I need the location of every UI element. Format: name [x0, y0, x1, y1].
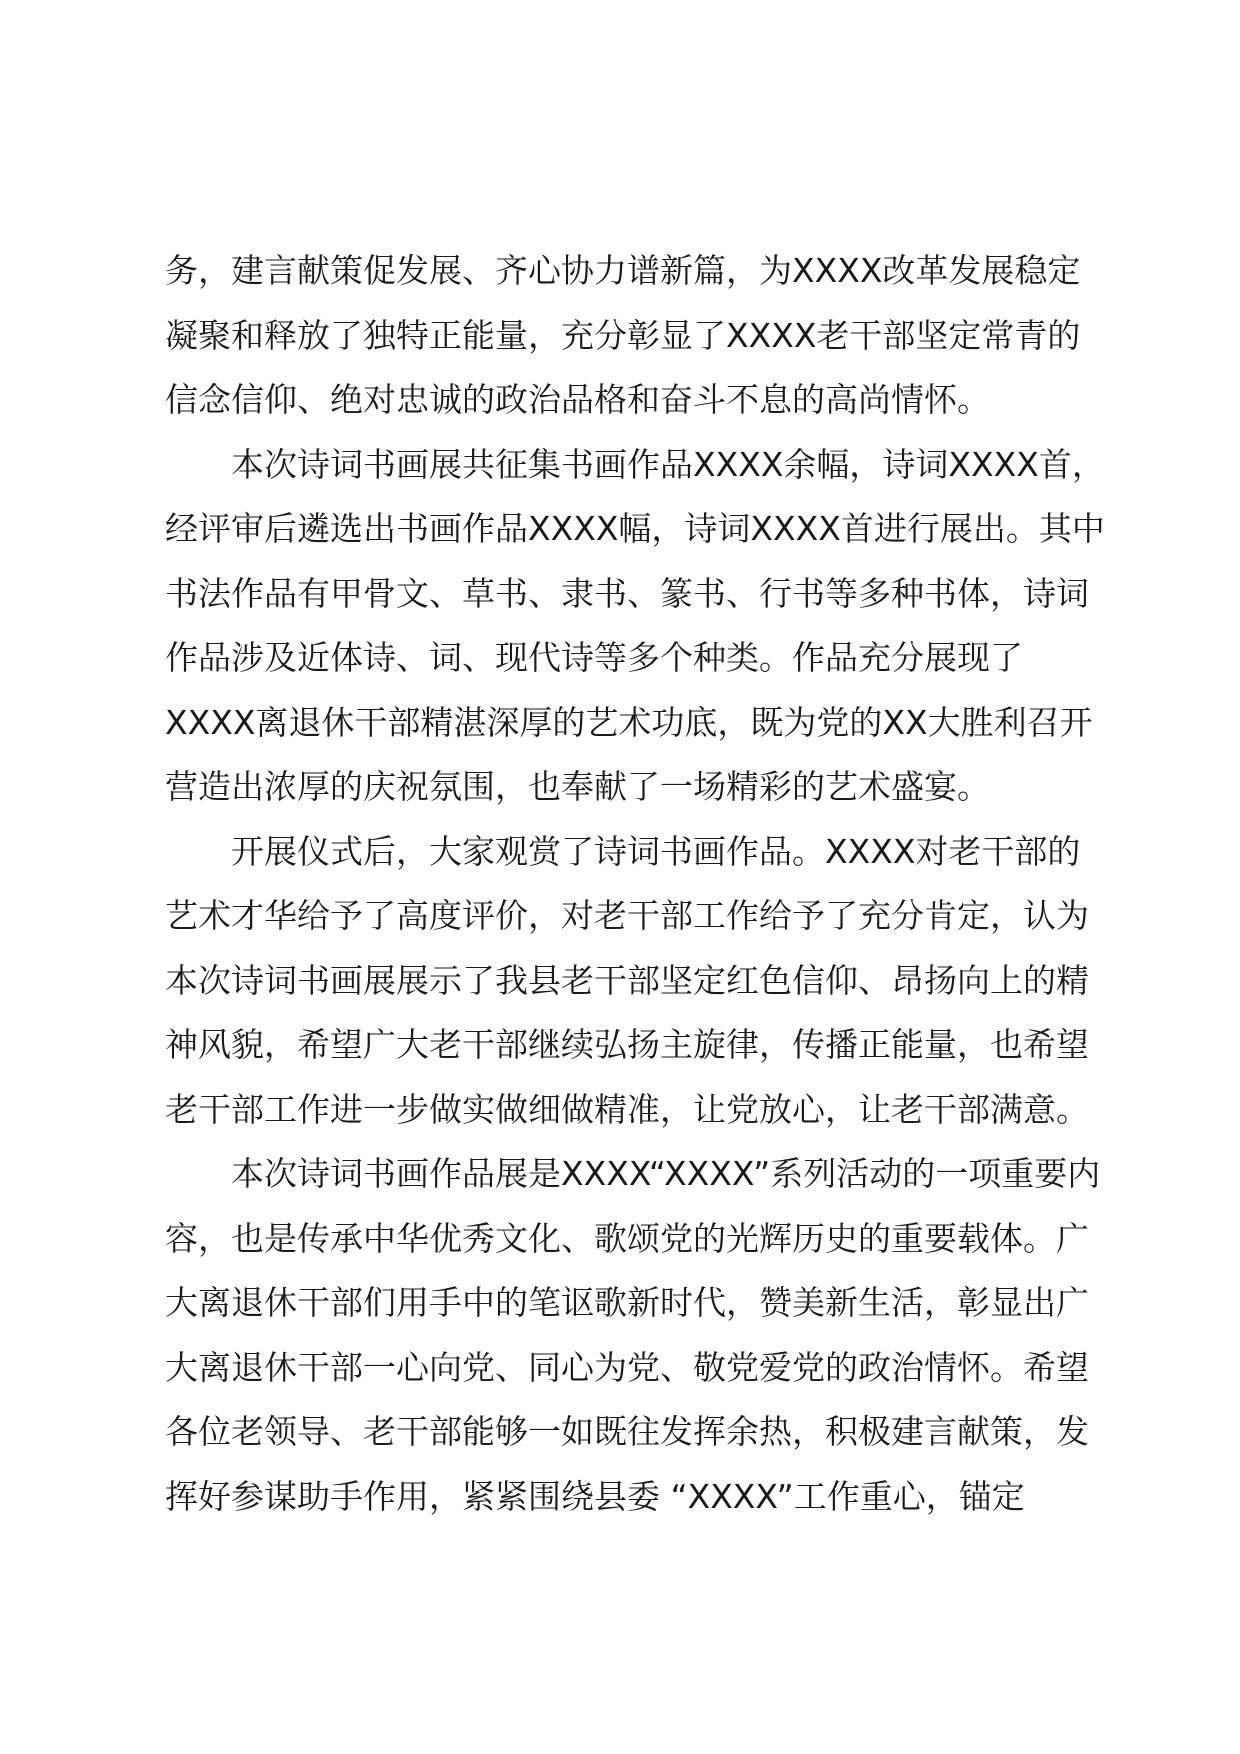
text-line: 本次诗词书画展展示了我县老干部坚定红色信仰、昂扬向上的精	[165, 960, 1089, 1000]
text-line: 作品涉及近体诗、词、现代诗等多个种类。作品充分展现了	[165, 638, 1023, 677]
paragraph-start-line: 本次诗词书画展共征集书画作品XXXX余幅，诗词XXXX首，	[231, 444, 1105, 484]
body-text	[165, 239, 1125, 1529]
text-line: 老干部工作进一步做实做细做精准，让党放心，让老干部满意。	[165, 1089, 1089, 1129]
text-line: 神风貌，希望广大老干部继续弘扬主旋律，传播正能量，也希望	[165, 1025, 1089, 1064]
text-line: 容，也是传承中华优秀文化、歌颂党的光辉历史的重要载体。广	[165, 1218, 1089, 1258]
text-line: 营造出浓厚的庆祝氛围，也奉献了一场精彩的艺术盛宴。	[165, 767, 990, 806]
text-line: 信念信仰、绝对忠诚的政治品格和奋斗不息的高尚情怀。	[165, 380, 990, 419]
text-line: 凝聚和释放了独特正能量，充分彰显了XXXX老干部坚定常青的	[165, 315, 1081, 355]
paragraph-start-line: 开展仪式后，大家观赏了诗词书画作品。XXXX对老干部的	[231, 831, 1081, 871]
text-line: 各位老领导、老干部能够一如既往发挥余热，积极建言献策，发	[165, 1412, 1089, 1451]
text-line: XXXX离退休干部精湛深厚的艺术功底，既为党的XX大胜利召开	[165, 702, 1093, 742]
text-line: 艺术才华给予了高度评价，对老干部工作给予了充分肯定，认为	[165, 896, 1089, 935]
text-line: 大离退休干部们用手中的笔讴歌新时代，赞美新生活，彰显出广	[165, 1283, 1089, 1322]
text-line: 务，建言献策促发展、齐心协力谱新篇，为XXXX改革发展稳定	[165, 251, 1081, 290]
text-line: 书法作品有甲骨文、草书、隶书、篆书、行书等多种书体，诗词	[165, 573, 1089, 613]
paragraph-start-line: 本次诗词书画作品展是XXXX“XXXX”系列活动的一项重要内	[231, 1154, 1101, 1193]
text-line: 经评审后遴选出书画作品XXXX幅，诗词XXXX首进行展出。其中	[165, 509, 1105, 548]
text-line: 大离退休干部一心向党、同心为党、敬党爱党的政治情怀。希望	[165, 1347, 1089, 1387]
text-line: 挥好参谋助手作用，紧紧围绕县委 “XXXX”工作重心，锚定	[165, 1476, 1025, 1516]
